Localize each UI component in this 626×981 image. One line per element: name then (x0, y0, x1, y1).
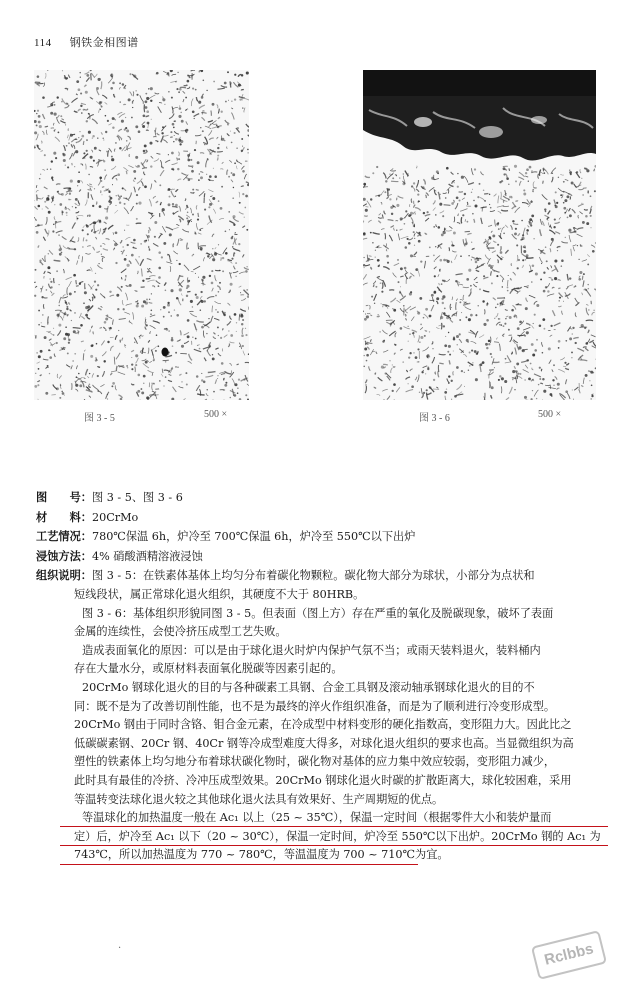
paragraph-5-line-3: 743℃，所以加热温度为 770 ~ 780℃，等温温度为 700 ~ 710℃为宜。 (74, 848, 449, 862)
caption-fig-3-5: 图 3 - 5 (84, 413, 115, 424)
etchant-row (36, 547, 606, 567)
footer-dot: . (118, 940, 122, 951)
structure-line-2: 短线段状，属正常球化退火组织，其硬度不大于 80HRB。 (74, 587, 365, 601)
material-row (36, 508, 606, 528)
micrograph-3-5-image (34, 70, 249, 400)
material-label: 材 料： (36, 509, 92, 524)
process-value: 780℃保温 6h，炉冷至 700℃保温 6h，炉冷至 550℃以下出炉 (91, 530, 416, 544)
caption-fig-3-6: 图 3 - 6 (419, 413, 450, 424)
red-underline-1 (60, 826, 608, 827)
figure-number-label: 图 号： (36, 490, 92, 504)
structure-row (36, 566, 606, 586)
page-header (34, 34, 139, 50)
paragraph-4-line-5: 塑性的铁素体上均匀地分布着球状碳化物时，碳化物对基体的应力集中效应较弱，变形阻力减少， (74, 755, 556, 769)
figure-number-value: 图 3 - 5、图 3 - 6 (91, 491, 183, 504)
material-value: 20CrMo (91, 510, 139, 524)
micrograph-fig-3-5 (34, 70, 249, 400)
magnification-fig-3-6: 500 × (538, 409, 562, 420)
paragraph-4-line-3: 20CrMo 钢由于同时含铬、钼合金元素，在冷成型中材料变形的硬化指数高，变形阻力大。因此比之 (74, 718, 572, 732)
paragraph-2-line-2: 金属的连续性，会使冷挤压成型工艺失败。 (74, 625, 287, 639)
etchant-value: 4% 硝酸酒精溶液浸蚀 (91, 549, 203, 563)
paragraph-4-line-7: 等温转变法球化退火较之其他球化退火法具有效果好、生产周期短的优点。 (74, 792, 444, 806)
micrograph-fig-3-6 (363, 70, 596, 400)
text-block (36, 488, 606, 865)
paragraph-4-line-2: 同：既不是为了改善切削性能，也不是为最终的淬火作组织准备，而是为了顺利进行冷变形成型。 (74, 699, 556, 713)
micrograph-3-6-image (363, 70, 596, 400)
etchant-label: 浸蚀方法： (36, 548, 92, 563)
book-title: 钢铁金相图谱 (69, 36, 139, 49)
structure-line-1: 图 3 - 5：在铁素体基体上均匀分布着碳化物颗粒。碳化物大部分为球状，小部分为点状和 (91, 569, 535, 583)
magnification-fig-3-5: 500 × (204, 409, 228, 420)
figure-number-row (36, 488, 606, 508)
process-row (36, 527, 606, 547)
process-label: 工艺情况： (36, 529, 92, 544)
paragraph-4-line-4: 低碳碳素钢、20Cr 钢、40Cr 钢等冷成型难度大得多，对球化退火组织的要求也高。当显微组织为高 (74, 736, 574, 750)
watermark-stamp: Rclbbs (531, 930, 607, 980)
red-underline-2 (60, 845, 608, 846)
paragraph-5-line-1: 等温球化的加热温度一般在 Ac₁ 以上（25 ~ 35℃），保温一定时间（根据零件大小和装炉量而 (82, 811, 552, 825)
page-number: 114 (34, 37, 52, 49)
paragraph-3-line-1: 造成表面氧化的原因：可以是由于球化退火时炉内保护气氛不当；或雨天装料退火，装料桶内 (82, 643, 541, 657)
paragraph-2-line-1: 图 3 - 6：基体组织形貌同图 3 - 5。但表面（图上方）存在严重的氧化及脱碳现象，破坏了表面 (82, 606, 554, 620)
paragraph-5-line-2: 定）后，炉冷至 Ac₁ 以下（20 ~ 30℃），保温一定时间，炉冷至 550℃以下出炉。20CrMo 钢的 Ac₁ 为 (74, 829, 601, 843)
paragraph-3-line-2: 存在大量水分，或原材料表面氧化脱碳等因素引起的。 (74, 662, 343, 676)
paragraph-4-line-6: 此时具有最佳的冷挤、冷冲压成型效果。20CrMo 钢球化退火时碳的扩散距离大，球化较困难，采用 (74, 773, 572, 787)
paragraph-4-line-1: 20CrMo 钢球化退火的目的与各种碳素工具钢、合金工具钢及滚动轴承钢球化退火的目的不 (82, 680, 535, 694)
structure-label: 组织说明： (36, 568, 92, 583)
red-underline-3 (60, 864, 418, 865)
